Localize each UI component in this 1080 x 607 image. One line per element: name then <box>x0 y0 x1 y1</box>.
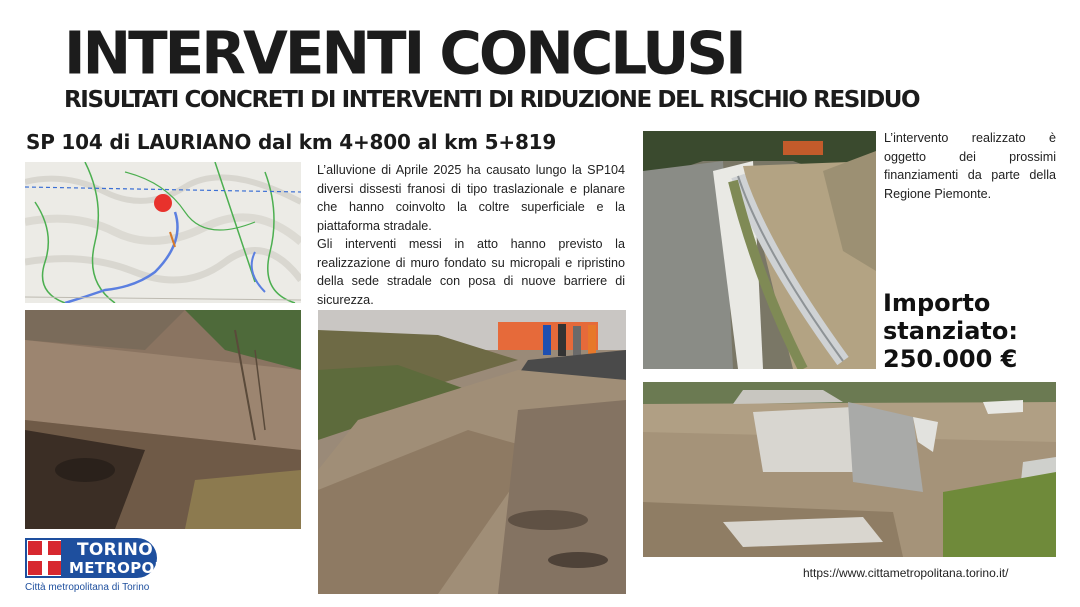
funding-note: L’intervento realizzato è oggetto dei prossimi finanziamenti da parte della Regione Piemonte. <box>884 131 1056 201</box>
budget-amount <box>883 289 1073 373</box>
logo-subtitle: Città metropolitana di Torino <box>25 582 150 593</box>
page-subtitle: RISULTATI CONCRETI DI INTERVENTI DI RIDUZIONE DEL RISCHIO RESIDUO <box>64 87 920 113</box>
map-marker-icon <box>154 194 172 212</box>
torino-metropoli-logo <box>25 535 171 595</box>
location-map <box>25 162 301 303</box>
logo-name-line1: TORINO <box>77 540 153 560</box>
website-link[interactable]: https://www.cittametropolitana.torino.it/ <box>803 566 1009 580</box>
logo-emblem-icon <box>25 538 65 578</box>
budget-label: Importo stanziato: <box>883 289 1018 345</box>
landslide-photo-slope <box>25 310 301 529</box>
logo-name-line2: METROPOLI <box>69 559 171 577</box>
budget-value: 250.000 € <box>883 345 1018 373</box>
description-paragraph-2: Gli interventi messi in atto hanno previsto la realizzazione di muro fondato su micropali e ripristino della sede stradale con posa di nuove barriere di sicurezza. <box>317 237 625 307</box>
road-guardrail-photo <box>643 131 876 369</box>
retaining-wall-photo <box>643 382 1056 557</box>
section-title: SP 104 di LAURIANO dal km 4+800 al km 5+819 <box>26 130 557 154</box>
page-title: INTERVENTI CONCLUSI <box>64 18 744 88</box>
intervention-description <box>317 161 625 309</box>
landslide-photo-road <box>318 310 626 594</box>
description-paragraph-1: L’alluvione di Aprile 2025 ha causato lungo la SP104 diversi dissesti franosi di tipo traslazionale e planare che hanno coinvolto la coltre superficiale e la piattaforma stradale. <box>317 163 625 233</box>
